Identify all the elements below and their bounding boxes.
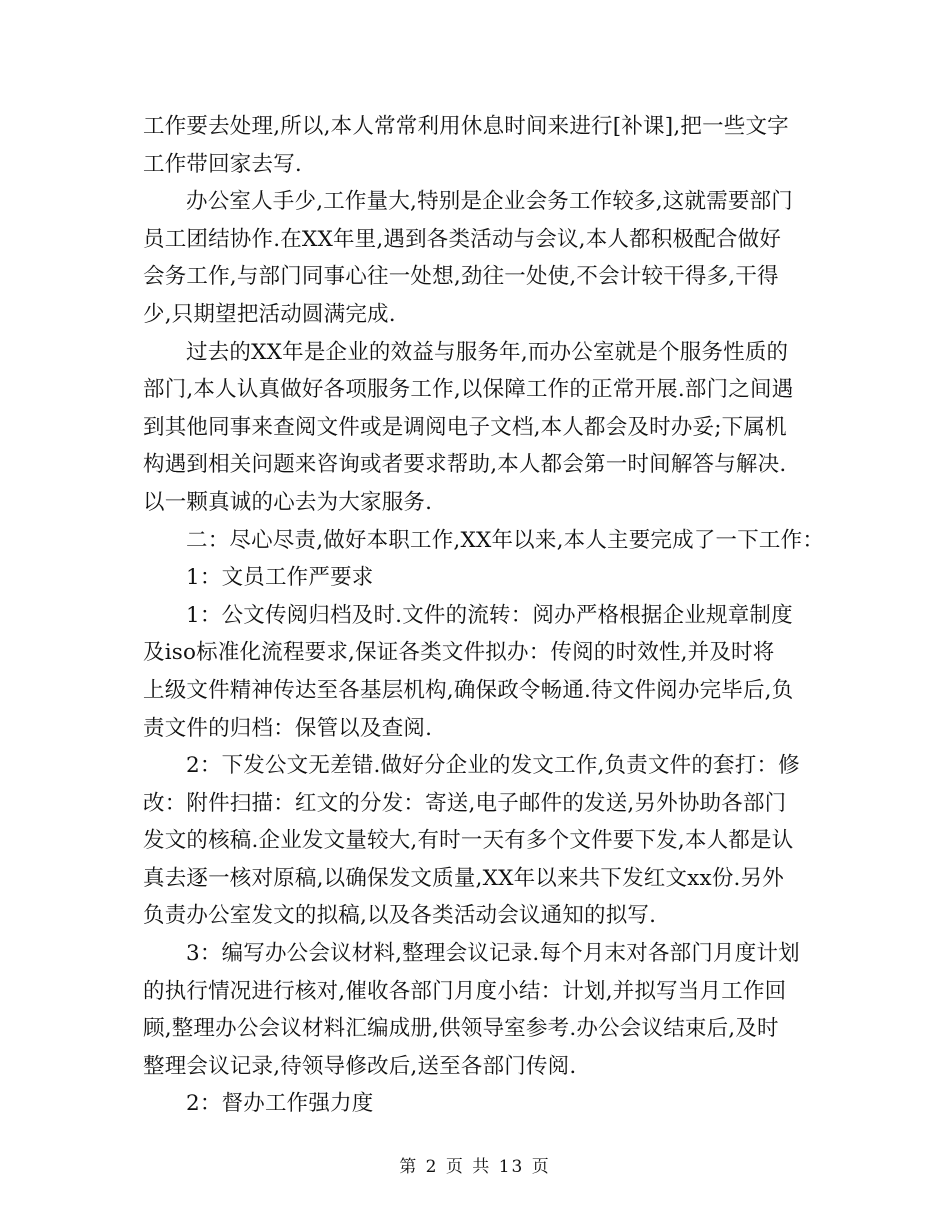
text-line: 少,只期望把活动圆满完成. xyxy=(143,301,396,327)
text-line: 的执行情况进行核对,催收各部门月度小结：计划,并拟写当月工作回 xyxy=(143,978,787,1004)
text-line: 责文件的归档：保管以及查阅. xyxy=(143,715,433,741)
text-line: 构遇到相关问题来咨询或者要求帮助,本人都会第一时间解答与解决. xyxy=(143,452,787,478)
paragraph-start-line: 过去的XX年是企业的效益与服务年,而办公室就是个服务性质的 xyxy=(186,339,789,365)
text-line: 工作带回家去写. xyxy=(143,151,302,177)
text-line: 工作要去处理,所以,本人常常利用休息时间来进行[补课],把一些文字 xyxy=(143,114,789,139)
page-number-footer: 第 2 页 共 13 页 xyxy=(399,1157,551,1177)
text-line: 改：附件扫描：红文的分发：寄送,电子邮件的发送,另外协助各部门 xyxy=(143,790,787,816)
subsection-heading: 1：文员工作严要求 xyxy=(186,565,374,591)
text-line: 部门,本人认真做好各项服务工作,以保障工作的正常开展.部门之间遇 xyxy=(143,377,794,403)
text-line: 及iso标准化流程要求,保证各类文件拟办：传阅的时效性,并及时将 xyxy=(143,640,775,666)
paragraph-start-line: 3：编写办公会议材料,整理会议记录.每个月末对各部门月度计划 xyxy=(186,941,800,967)
text-line: 员工团结协作.在XX年里,遇到各类活动与会议,本人都积极配合做好 xyxy=(143,226,782,252)
paragraph-start-line: 办公室人手少,工作量大,特别是企业会务工作较多,这就需要部门 xyxy=(186,189,794,215)
text-line: 到其他同事来查阅文件或是调阅电子文档,本人都会及时办妥;下属机 xyxy=(143,414,787,440)
text-line: 整理会议记录,待领导修改后,送至各部门传阅. xyxy=(143,1053,577,1079)
text-line: 会务工作,与部门同事心往一处想,劲往一处使,不会计较干得多,干得 xyxy=(143,264,779,290)
text-line: 以一颗真诚的心去为大家服务. xyxy=(143,489,433,515)
text-line: 发文的核稿.企业发文量较大,有时一天有多个文件要下发,本人都是认 xyxy=(143,828,794,854)
text-line: 上级文件精神传达至各基层机构,确保政令畅通.待文件阅办完毕后,负 xyxy=(143,677,794,703)
text-line: 负责办公室发文的拟稿,以及各类活动会议通知的拟写. xyxy=(143,903,657,929)
text-line: 顾,整理办公会议材料汇编成册,供领导室参考.办公会议结束后,及时 xyxy=(143,1016,779,1042)
text-line: 真去逐一核对原稿,以确保发文质量,XX年以来共下发红文xx份.另外 xyxy=(143,865,784,891)
subsection-heading: 2：督办工作强力度 xyxy=(186,1091,374,1117)
section-heading: 二：尽心尽责,做好本职工作,XX年以来,本人主要完成了一下工作： xyxy=(186,527,825,553)
document-body xyxy=(143,108,833,1123)
paragraph-start-line: 1：公文传阅归档及时.文件的流转：阅办严格根据企业规章制度 xyxy=(186,602,793,628)
paragraph-start-line: 2：下发公文无差错.做好分企业的发文工作,负责文件的套打：修 xyxy=(186,753,800,779)
